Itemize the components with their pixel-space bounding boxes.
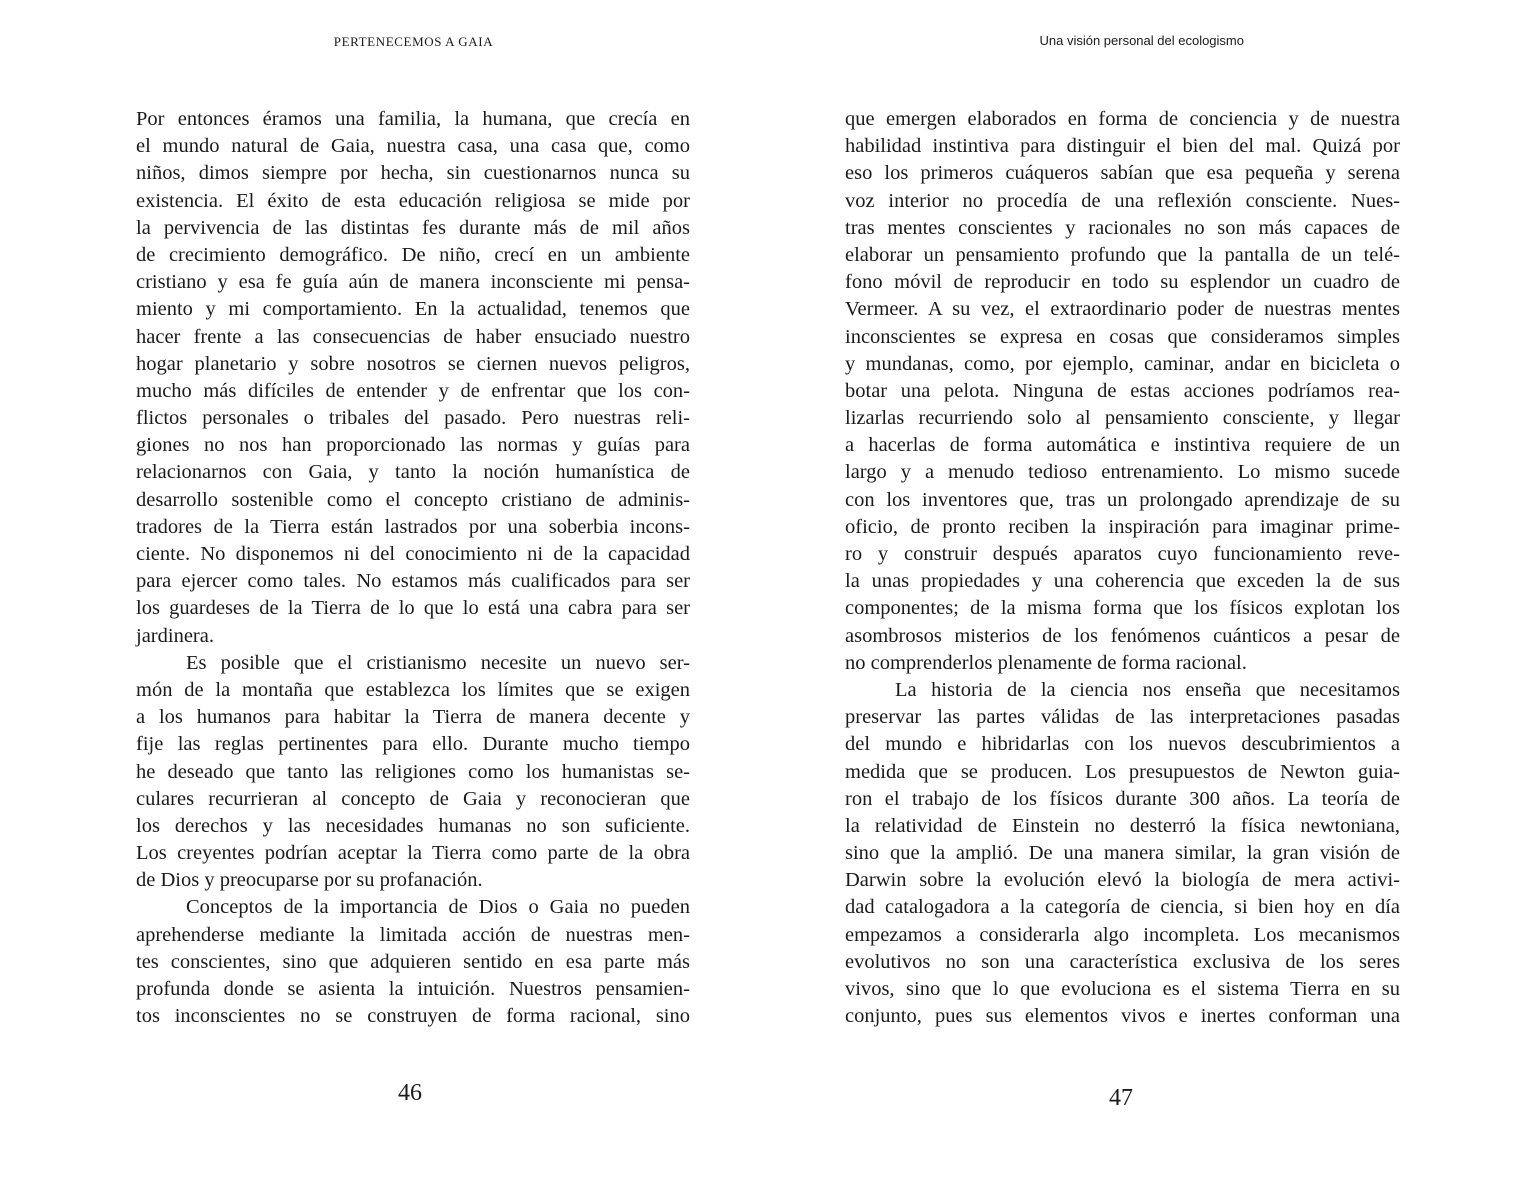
text-line: hacer frente a las consecuencias de haber ensuciado nuestro xyxy=(136,325,690,348)
body-text xyxy=(136,106,690,1030)
text-line: dad catalogadora a la categoría de ciencia, si bien hoy en día xyxy=(845,896,1400,919)
text-line: ro y construir después aparatos cuyo funcionamiento reve- xyxy=(845,543,1400,565)
text-line: componentes; de la misma forma que los físicos explotan los xyxy=(845,597,1400,620)
text-line: los guardeses de la Tierra de lo que lo está una cabra para ser xyxy=(136,597,690,620)
text-line: la unas propiedades y una coherencia que exceden la de sus xyxy=(845,570,1400,593)
text-line: preservar las partes válidas de las interpretaciones pasadas xyxy=(845,706,1400,729)
text-line: a hacerlas de forma automática e instintiva requiere de un xyxy=(845,434,1400,457)
text-line: largo y a menudo tedioso entrenamiento. Lo mismo sucede xyxy=(845,461,1400,484)
text-line: mucho más difíciles de entender y de enfrentar que los con- xyxy=(136,379,690,402)
text-line: tradores de la Tierra están lastrados por una soberbia incons- xyxy=(136,515,690,538)
text-line: ciente. No disponemos ni del conocimiento ni de la capacidad xyxy=(136,543,690,565)
text-line: món de la montaña que establezca los límites que se exigen xyxy=(136,678,690,701)
left-page xyxy=(0,0,767,1181)
text-line: he deseado que tanto las religiones como los humanistas se- xyxy=(136,760,690,783)
page-number: 46 xyxy=(398,1080,422,1106)
text-line: con los inventores que, tras un prolongado aprendizaje de su xyxy=(845,488,1400,511)
text-line: aprehenderse mediante la limitada acción de nuestras men- xyxy=(136,923,690,946)
body-text xyxy=(845,106,1400,1030)
running-head: PERTENECEMOS A GAIA xyxy=(333,34,494,49)
text-line: La historia de la ciencia nos enseña que necesitamos xyxy=(895,678,1400,701)
text-line: tras mentes conscientes y racionales no son más capaces de xyxy=(845,216,1400,239)
text-line: profunda donde se asienta la intuición. Nuestros pensamien- xyxy=(136,978,690,1000)
text-line: empezamos a considerarla algo incompleta. Los mecanismos xyxy=(845,923,1400,946)
text-line: el mundo natural de Gaia, nuestra casa, una casa que, como xyxy=(136,135,690,158)
text-line: no comprenderlos plenamente de forma racional. xyxy=(845,651,1247,674)
text-line: vivos, sino que lo que evoluciona es el sistema Tierra en su xyxy=(845,978,1400,1000)
text-line: fije las reglas pertinentes para ello. Durante mucho tiempo xyxy=(136,733,690,756)
text-line: giones no nos han proporcionado las normas y guías para xyxy=(136,434,690,457)
text-line: asombrosos misterios de los fenómenos cuánticos a pesar de xyxy=(845,624,1400,647)
right-page xyxy=(767,0,1535,1181)
running-head: Una visión personal del ecologismo xyxy=(1039,33,1244,48)
text-line: hogar planetario y sobre nosotros se ciernen nuevos peligros, xyxy=(136,352,690,375)
text-line: del mundo e hibridarlas con los nuevos descubrimientos a xyxy=(845,733,1400,756)
text-line: de Dios y preocuparse por su profanación. xyxy=(136,869,483,892)
text-line: de crecimiento demográfico. De niño, crecí en un ambiente xyxy=(136,243,690,266)
text-line: elaborar un pensamiento profundo que la pantalla de un telé- xyxy=(845,243,1400,266)
text-line: inconscientes se expresa en cosas que consideramos simples xyxy=(845,325,1400,348)
text-line: voz interior no procedía de una reflexión consciente. Nues- xyxy=(845,189,1400,212)
text-line: lizarlas recurriendo solo al pensamiento consciente, y llegar xyxy=(845,407,1400,430)
text-line: tes conscientes, sino que adquieren sentido en esa parte más xyxy=(136,950,690,973)
text-line: y mundanas, como, por ejemplo, caminar, andar en bicicleta o xyxy=(845,352,1400,375)
text-line: evolutivos no son una característica exclusiva de los seres xyxy=(845,950,1400,973)
text-line: jardinera. xyxy=(136,624,214,647)
text-line: niños, dimos siempre por hecha, sin cuestionarnos nunca su xyxy=(136,162,690,185)
text-line: conjunto, pues sus elementos vivos e inertes conforman una xyxy=(845,1005,1400,1028)
text-line: relacionarnos con Gaia, y tanto la noción humanística de xyxy=(136,461,690,484)
text-line: que emergen elaborados en forma de conciencia y de nuestra xyxy=(845,108,1400,130)
text-line: Darwin sobre la evolución elevó la biología de mera activi- xyxy=(845,869,1400,892)
text-line: fono móvil de reproducir en todo su esplendor un cuadro de xyxy=(845,271,1400,294)
text-line: ron el trabajo de los físicos durante 300 años. La teoría de xyxy=(845,787,1400,810)
text-line: cristiano y esa fe guía aún de manera inconsciente mi pensa- xyxy=(136,271,690,294)
text-line: oficio, de pronto reciben la inspiración para imaginar prime- xyxy=(845,515,1400,538)
text-line: Vermeer. A su vez, el extraordinario poder de nuestras mentes xyxy=(845,298,1400,321)
page-number: 47 xyxy=(1109,1085,1133,1111)
text-line: sino que la amplió. De una manera similar, la gran visión de xyxy=(845,842,1400,865)
text-line: la pervivencia de las distintas fes durante más de mil años xyxy=(136,216,690,239)
text-line: para ejercer como tales. No estamos más cualificados para ser xyxy=(136,570,690,593)
text-line: medida que se producen. Los presupuestos de Newton guia- xyxy=(845,760,1400,783)
text-line: los derechos y las necesidades humanas no son suficiente. xyxy=(136,814,690,837)
text-line: miento y mi comportamiento. En la actualidad, tenemos que xyxy=(136,298,690,321)
text-line: habilidad instintiva para distinguir el bien del mal. Quizá por xyxy=(845,135,1400,158)
text-line: Es posible que el cristianismo necesite un nuevo ser- xyxy=(186,651,690,674)
text-line: culares recurrieran al concepto de Gaia y reconocieran que xyxy=(136,787,690,810)
text-line: eso los primeros cuáqueros sabían que esa pequeña y serena xyxy=(845,162,1400,185)
text-line: flictos personales o tribales del pasado. Pero nuestras reli- xyxy=(136,407,690,430)
text-line: existencia. El éxito de esta educación religiosa se mide por xyxy=(136,189,690,212)
text-line: desarrollo sostenible como el concepto cristiano de adminis- xyxy=(136,488,690,511)
text-line: tos inconscientes no se construyen de forma racional, sino xyxy=(136,1005,690,1028)
text-line: botar una pelota. Ninguna de estas acciones podríamos rea- xyxy=(845,379,1400,402)
text-line: Los creyentes podrían aceptar la Tierra como parte de la obra xyxy=(136,842,690,865)
text-line: Conceptos de la importancia de Dios o Gaia no pueden xyxy=(186,896,690,919)
text-line: la relatividad de Einstein no desterró la física newtoniana, xyxy=(845,814,1400,837)
text-line: Por entonces éramos una familia, la humana, que crecía en xyxy=(136,108,690,130)
text-line: a los humanos para habitar la Tierra de manera decente y xyxy=(136,706,690,729)
